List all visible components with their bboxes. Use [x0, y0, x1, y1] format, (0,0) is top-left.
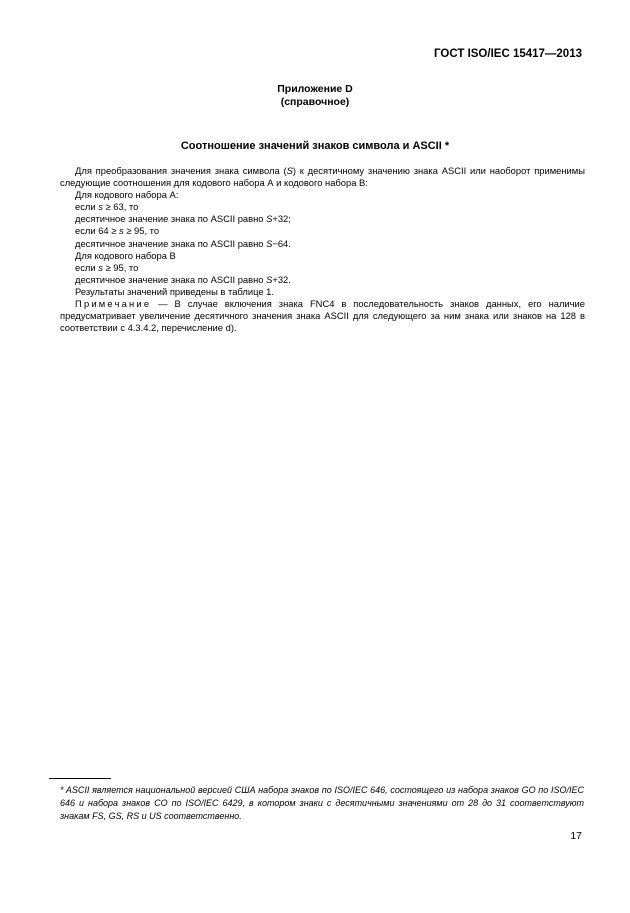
footnote-divider	[49, 778, 111, 779]
condition-text: ≥ 95, то	[102, 261, 139, 273]
symbol-var: S	[286, 165, 293, 176]
body-text	[60, 165, 585, 334]
page-number: 17	[570, 830, 582, 842]
result-text: десятичное значение знака по ASCII равно	[75, 213, 267, 225]
symbol-var: S	[266, 213, 273, 225]
condition-text: если	[75, 261, 99, 273]
result-text: десятичное значение знака по ASCII равно	[75, 273, 267, 285]
condition-text: если	[75, 201, 99, 213]
intro-text: ) к десятичному значению знака ASCII или наоборот применимы следующие соотношения для кодового набора А и кодового набора В:	[60, 165, 585, 189]
result-text: −64.	[272, 237, 291, 249]
symbol-var: s	[119, 225, 124, 237]
result-text: десятичное значение знака по ASCII равно	[75, 237, 267, 249]
note-text: — В случае включения знака FNC4 в последовательность знаков данных, его наличие предусматривает увеличение десятичного значения знака ASCII для следующего за ним знака или знаков на 128 в соответствии с 4.3.4.2, перечисление d).	[60, 298, 585, 334]
result-text: +32.	[272, 273, 291, 285]
symbol-var: s	[98, 201, 103, 213]
result-text: +32;	[272, 213, 291, 225]
annex-label: Приложение D	[277, 83, 353, 95]
result-line	[60, 274, 585, 286]
section-title: Соотношение значений знаков символа и ASCII *	[180, 140, 450, 152]
condition-text: ≥ 63, то	[102, 201, 139, 213]
condition-line	[60, 225, 585, 237]
note-paragraph	[60, 298, 585, 334]
condition-line	[60, 201, 585, 213]
annex-type: (справочное)	[280, 96, 350, 108]
symbol-var: S	[266, 273, 273, 285]
result-line	[60, 238, 585, 250]
symbol-var: s	[98, 261, 103, 273]
condition-text: если 64 ≥	[75, 225, 119, 237]
document-header: ГОСТ ISO/IEC 15417—2013	[434, 48, 582, 60]
intro-text: Для преобразования значения знака символа (	[75, 165, 287, 176]
results-line: Результаты значений приведены в таблице 1.	[75, 285, 274, 297]
condition-line	[60, 262, 585, 274]
condition-text: ≥ 95, то	[123, 225, 160, 237]
intro-paragraph	[60, 165, 585, 189]
annex-heading	[0, 83, 630, 109]
symbol-var: S	[266, 237, 273, 249]
result-line	[60, 213, 585, 225]
note-label: Примечание	[75, 298, 152, 310]
set-a-heading: Для кодового набора А:	[75, 189, 179, 201]
set-b-heading: Для кодового набора В	[75, 249, 176, 261]
footnote: * ASCII является национальной версией США набора знаков по ISO/IEC 646, состоящего из набора знаков GO по ISO/IEC 646 и набора знаков CO по ISO/IEC 6429, в котором знаки с десятичными значениями от 28 до 31 соответствуют знакам FS, GS, RS и US соответственно.	[60, 785, 584, 821]
